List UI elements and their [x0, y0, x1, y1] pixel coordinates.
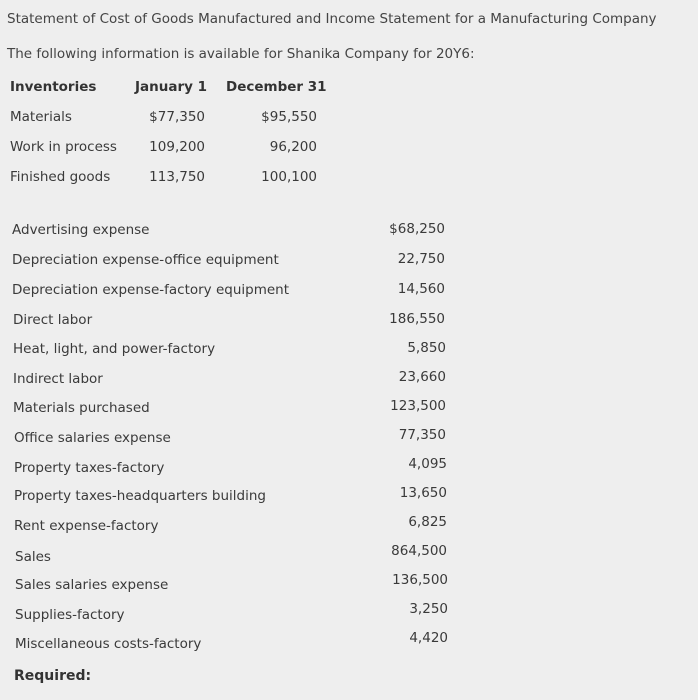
account-value: 23,660 — [398, 369, 446, 385]
account-label: Direct labor — [13, 312, 93, 328]
inventory-dec31-value: 100,100 — [261, 169, 317, 185]
account-value: 3,250 — [409, 601, 448, 617]
inventory-label: Work in process — [10, 139, 117, 155]
account-label: Sales — [15, 549, 51, 565]
account-value: 123,500 — [390, 398, 446, 414]
account-value: 186,550 — [389, 311, 445, 327]
account-value: 864,500 — [391, 543, 447, 559]
account-label: Advertising expense — [12, 222, 150, 238]
inventories-header: Inventories — [10, 79, 97, 95]
account-value: 4,420 — [409, 630, 448, 646]
account-label: Property taxes-headquarters building — [14, 488, 266, 504]
account-value: 22,750 — [397, 251, 445, 267]
account-label: Materials purchased — [13, 400, 150, 416]
problem-intro: The following information is available for Shanika Company for 20Y6: — [7, 46, 475, 62]
january-1-header: January 1 — [135, 79, 208, 95]
account-label: Heat, light, and power-factory — [13, 341, 216, 357]
inventory-label: Finished goods — [10, 169, 111, 185]
account-value: 6,825 — [408, 514, 447, 530]
inventory-jan1-value: 113,750 — [149, 169, 205, 185]
inventory-jan1-value: 109,200 — [149, 139, 205, 155]
account-label: Property taxes-factory — [14, 460, 165, 476]
account-value: 4,095 — [408, 456, 447, 472]
account-value: 5,850 — [407, 340, 446, 356]
inventory-label: Materials — [10, 109, 72, 125]
account-value: 13,650 — [399, 485, 447, 501]
inventory-dec31-value: 96,200 — [269, 139, 317, 155]
account-value: $68,250 — [389, 221, 445, 237]
account-label: Supplies-factory — [15, 607, 125, 623]
inventory-dec31-value: $95,550 — [261, 109, 317, 125]
account-label: Rent expense-factory — [14, 518, 159, 534]
account-value: 77,350 — [398, 427, 446, 443]
account-label: Indirect labor — [13, 371, 103, 387]
account-label: Office salaries expense — [14, 430, 171, 446]
account-label: Depreciation expense-office equipment — [12, 252, 279, 268]
account-value: 136,500 — [392, 572, 448, 588]
inventory-jan1-value: $77,350 — [149, 109, 205, 125]
account-label: Sales salaries expense — [15, 577, 169, 593]
account-label: Miscellaneous costs-factory — [15, 636, 202, 652]
account-label: Depreciation expense-factory equipment — [12, 282, 290, 298]
problem-title: Statement of Cost of Goods Manufactured and Income Statement for a Manufacturing Company — [7, 11, 657, 27]
required-heading: Required: — [14, 668, 92, 684]
december-31-header: December 31 — [226, 79, 327, 95]
account-value: 14,560 — [397, 281, 445, 297]
